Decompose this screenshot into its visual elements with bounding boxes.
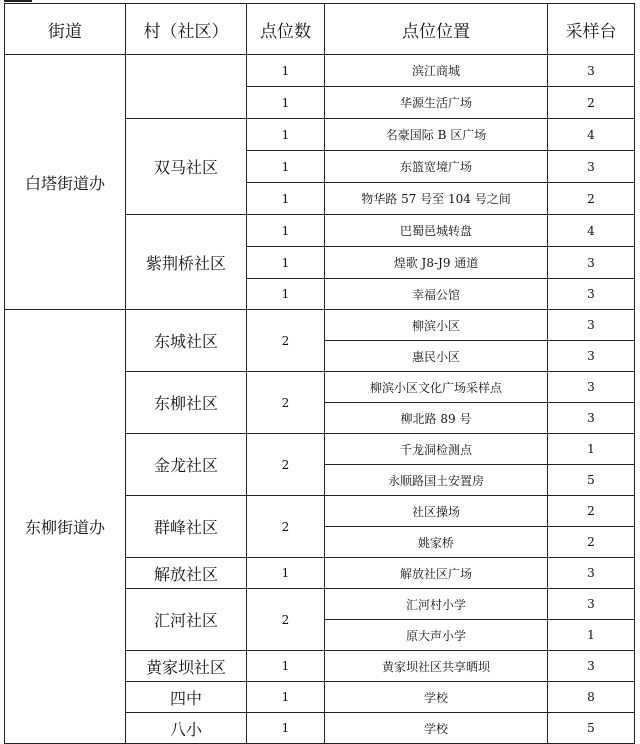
- stations-cell: 3: [548, 403, 635, 434]
- location-cell: 黄家坝社区共享晒坝: [325, 651, 548, 682]
- header-row: [5, 4, 635, 55]
- table-row: [5, 310, 635, 341]
- location-cell: 东篮宽境广场: [325, 151, 548, 183]
- points-cell: 1: [247, 183, 325, 215]
- stations-cell: 8: [548, 682, 635, 713]
- stations-cell: 3: [548, 589, 635, 620]
- header-village: 村（社区）: [126, 4, 247, 55]
- community-cell: 黄家坝社区: [126, 651, 247, 682]
- community-cell: 双马社区: [126, 119, 247, 215]
- points-cell: 2: [247, 589, 325, 651]
- stations-cell: 2: [548, 527, 635, 558]
- location-cell: 物华路 57 号至 104 号之间: [325, 183, 548, 215]
- stations-cell: 1: [548, 620, 635, 651]
- points-cell: 2: [247, 372, 325, 434]
- points-cell: 1: [247, 279, 325, 310]
- header-points: 点位数: [247, 4, 325, 55]
- stations-cell: 3: [548, 558, 635, 589]
- stations-cell: 3: [548, 247, 635, 279]
- points-cell: 1: [247, 682, 325, 713]
- points-cell: 2: [247, 310, 325, 372]
- points-cell: 1: [247, 151, 325, 183]
- location-cell: 永顺路国土安置房: [325, 465, 548, 496]
- points-cell: 1: [247, 87, 325, 119]
- header-stations: 采样台: [548, 4, 635, 55]
- location-cell: 煌歌 J8-J9 通道: [325, 247, 548, 279]
- stations-cell: 3: [548, 279, 635, 310]
- stations-cell: 2: [548, 496, 635, 527]
- street-cell: 东柳街道办: [5, 310, 126, 744]
- header-location: 点位位置: [325, 4, 548, 55]
- stations-cell: 3: [548, 651, 635, 682]
- header-street: 街道: [5, 4, 126, 55]
- location-cell: 柳滨小区文化广场采样点: [325, 372, 548, 403]
- points-cell: 1: [247, 558, 325, 589]
- points-cell: 1: [247, 713, 325, 744]
- points-cell: 1: [247, 247, 325, 279]
- location-cell: 柳北路 89 号: [325, 403, 548, 434]
- location-cell: 解放社区广场: [325, 558, 548, 589]
- sampling-points-table: [4, 3, 635, 744]
- location-cell: 社区操场: [325, 496, 548, 527]
- location-cell: 学校: [325, 682, 548, 713]
- points-cell: 2: [247, 496, 325, 558]
- community-cell: 解放社区: [126, 558, 247, 589]
- table-row: [5, 55, 635, 87]
- stations-cell: 1: [548, 434, 635, 465]
- location-cell: 华源生活广场: [325, 87, 548, 119]
- community-cell: 八小: [126, 713, 247, 744]
- community-cell: 东城社区: [126, 310, 247, 372]
- stations-cell: 2: [548, 183, 635, 215]
- points-cell: 1: [247, 55, 325, 87]
- points-cell: 1: [247, 119, 325, 151]
- stations-cell: 3: [548, 341, 635, 372]
- location-cell: 学校: [325, 713, 548, 744]
- stations-cell: 2: [548, 87, 635, 119]
- location-cell: 幸福公馆: [325, 279, 548, 310]
- community-cell: 紫荆桥社区: [126, 215, 247, 310]
- stations-cell: 4: [548, 119, 635, 151]
- community-cell: [126, 55, 247, 119]
- location-cell: 名豪国际 B 区广场: [325, 119, 548, 151]
- stations-cell: 3: [548, 151, 635, 183]
- community-cell: 汇河社区: [126, 589, 247, 651]
- location-cell: 千龙洞检测点: [325, 434, 548, 465]
- location-cell: 惠民小区: [325, 341, 548, 372]
- community-cell: 东柳社区: [126, 372, 247, 434]
- points-cell: 2: [247, 434, 325, 496]
- community-cell: 群峰社区: [126, 496, 247, 558]
- street-cell: 白塔街道办: [5, 55, 126, 310]
- stations-cell: 4: [548, 215, 635, 247]
- community-cell: 四中: [126, 682, 247, 713]
- points-cell: 1: [247, 215, 325, 247]
- stations-cell: 5: [548, 465, 635, 496]
- location-cell: 滨江商城: [325, 55, 548, 87]
- location-cell: 巴蜀邑城转盘: [325, 215, 548, 247]
- stations-cell: 3: [548, 55, 635, 87]
- location-cell: 原大声小学: [325, 620, 548, 651]
- points-cell: 1: [247, 651, 325, 682]
- location-cell: 姚家桥: [325, 527, 548, 558]
- stations-cell: 3: [548, 310, 635, 341]
- community-cell: 金龙社区: [126, 434, 247, 496]
- location-cell: 汇河村小学: [325, 589, 548, 620]
- top-rule: [4, 0, 32, 2]
- location-cell: 柳滨小区: [325, 310, 548, 341]
- stations-cell: 3: [548, 372, 635, 403]
- stations-cell: 5: [548, 713, 635, 744]
